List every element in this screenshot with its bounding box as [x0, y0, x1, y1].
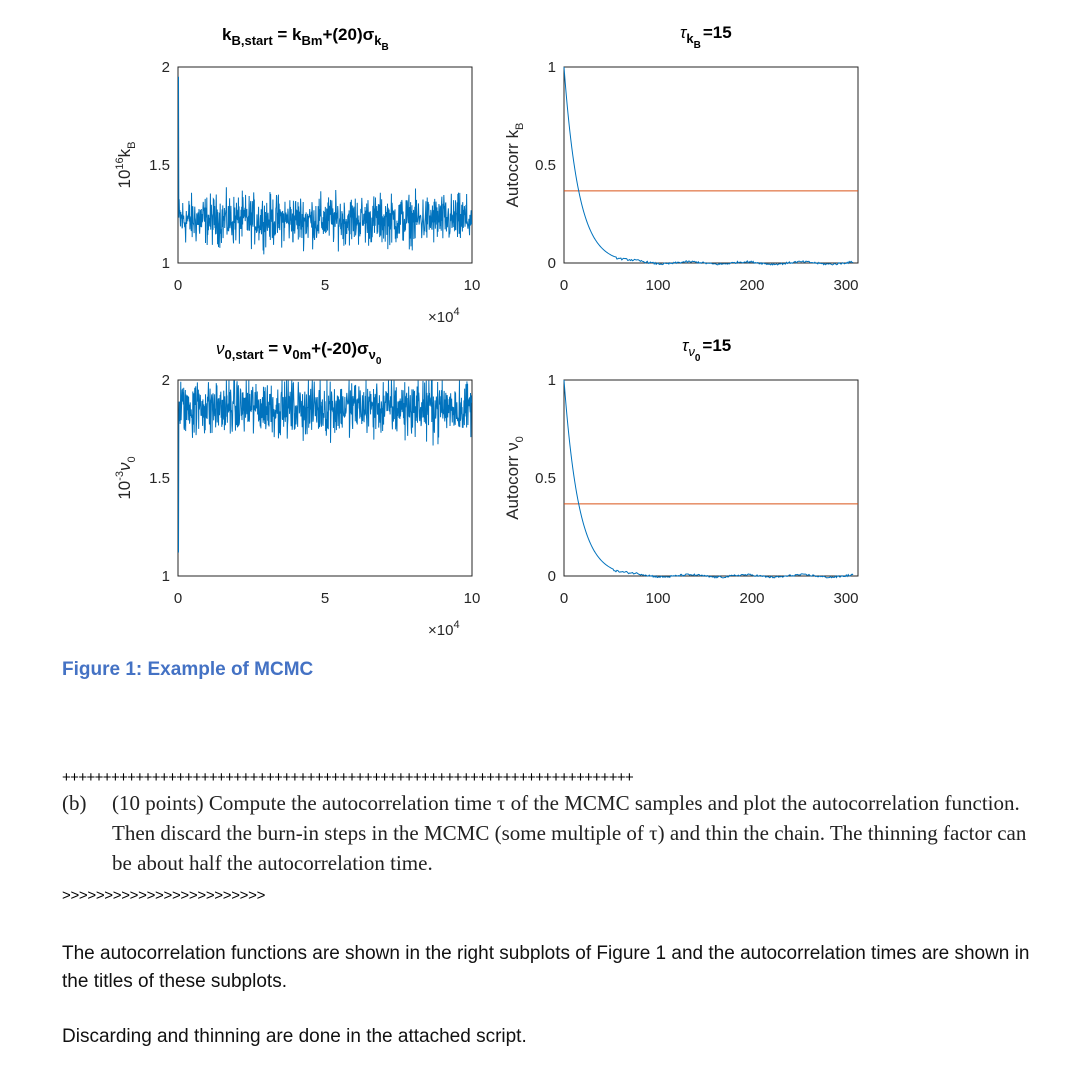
separator-arrows: >>>>>>>>>>>>>>>>>>>>>>>>: [62, 887, 266, 904]
ytick-label: 0: [547, 255, 556, 272]
xtick-label: 5: [320, 590, 330, 607]
xtick-label: 100: [645, 277, 671, 294]
title-kb-trace: $k_{B,start} = k_{Bm}+(20)\sigma_{kB}$: [222, 25, 389, 53]
xtick-label: 10: [463, 277, 481, 294]
ylabel-autocorr-kb: Autocorr $k_B$: [503, 122, 526, 208]
xtick-label: 300: [833, 590, 859, 607]
figure-caption: Figure 1: Example of MCMC: [62, 659, 314, 680]
xtick-label: 5: [320, 277, 330, 294]
ytick-label: 2: [161, 59, 170, 76]
x-exponent-label: $\times 10^4$: [428, 619, 460, 639]
panel-trace-nu0: [114, 339, 480, 639]
xtick-label: 0: [559, 277, 569, 294]
ylabel-nu0: $10^{-3}\nu_0$: [114, 456, 138, 500]
panel-trace-kb: [114, 25, 480, 326]
title-nu0-trace: $\nu_{0,start} = \nu_{0m}+(-20)\sigma_{\nu 0}$: [216, 339, 382, 367]
xtick-label: 300: [833, 277, 859, 294]
problem-label: (b): [62, 791, 87, 815]
title-tau-kb: $\tau_{kB}=15$: [680, 23, 732, 51]
xtick-label: 10: [463, 590, 481, 607]
ytick-label: 1: [161, 568, 170, 585]
ytick-label: 0.5: [535, 157, 556, 174]
ytick-label: 1: [547, 372, 556, 389]
problem-text: (10 points) Compute the autocorrelation time τ of the MCMC samples and plot the autocorrelation function. Then discard the burn-in steps in the MCMC (some multiple of τ) and thin the chain. The thinning factor can be about half the autocorrelation time.: [112, 791, 1027, 875]
ytick-label: 1: [161, 255, 170, 272]
ytick-label: 0: [547, 568, 556, 585]
xtick-label: 200: [739, 590, 765, 607]
answer-text: The autocorrelation functions are shown in the right subplots of Figure 1 and the autocorrelation times are shown in the titles of these subplots.: [62, 943, 1030, 992]
xtick-label: 100: [645, 590, 671, 607]
x-exponent-label: $\times 10^4$: [428, 306, 460, 326]
ytick-label: 1: [547, 59, 556, 76]
title-tau-nu0: $\tau_{\nu 0}=15$: [682, 336, 732, 364]
xtick-label: 0: [173, 590, 183, 607]
xtick-label: 200: [739, 277, 765, 294]
separator-plus: ++++++++++++++++++++++++++++++++++++++++++++++++++++++++++++++++++++++: [62, 769, 634, 786]
ylabel-kb: $10^{16}k_B$: [114, 141, 138, 189]
ytick-label: 1.5: [149, 470, 170, 487]
xtick-label: 0: [173, 277, 183, 294]
xtick-label: 0: [559, 590, 569, 607]
ytick-label: 0.5: [535, 470, 556, 487]
ytick-label: 1.5: [149, 157, 170, 174]
ytick-label: 2: [161, 372, 170, 389]
panel-autocorr-nu0: [503, 336, 859, 607]
panel-autocorr-kb: [503, 23, 859, 294]
ylabel-autocorr-nu0: Autocorr $\nu_0$: [503, 436, 526, 520]
answer-text-2: Discarding and thinning are done in the attached script.: [62, 1026, 527, 1047]
problem-statement: [62, 788, 1047, 878]
